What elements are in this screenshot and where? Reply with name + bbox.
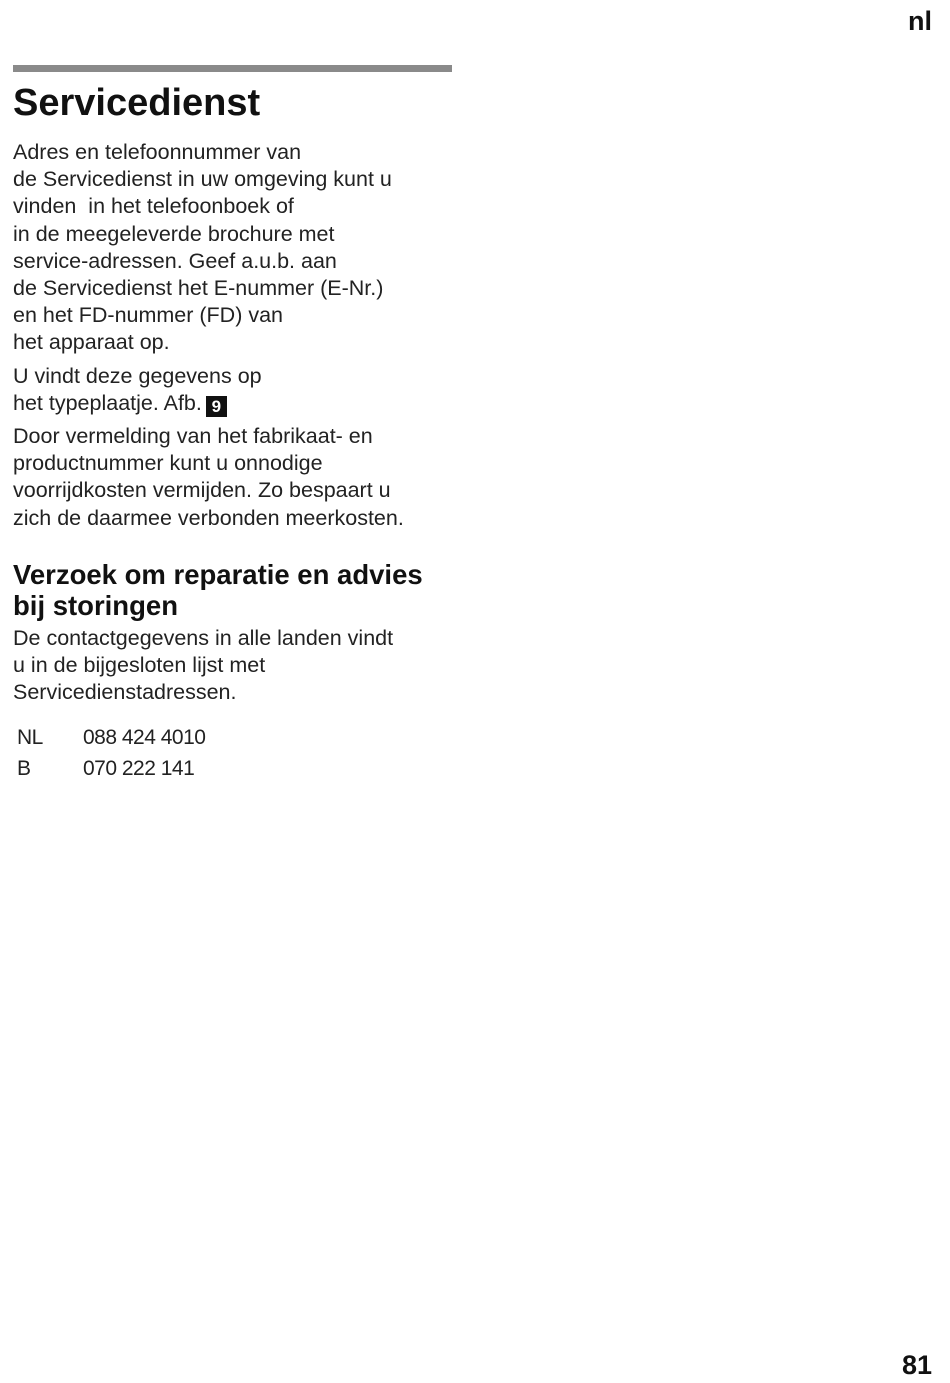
text-line: in de meegeleverde brochure met bbox=[13, 221, 335, 246]
service-address-paragraph bbox=[13, 139, 458, 357]
table-row bbox=[17, 722, 205, 753]
text-line: het apparaat op. bbox=[13, 330, 170, 355]
subsection-title-line: Verzoek om reparatie en advies bbox=[13, 558, 423, 590]
text-line: De contactgegevens in alle landen vindt bbox=[13, 625, 394, 650]
text-line: de Servicedienst in uw omgeving kunt u bbox=[13, 167, 392, 192]
product-number-paragraph bbox=[13, 423, 458, 532]
text-line: service-adressen. Geef a.u.b. aan bbox=[13, 248, 337, 273]
text-line: Door vermelding van het fabrikaat- en bbox=[13, 424, 373, 449]
subsection-title bbox=[13, 559, 458, 621]
text-line: productnummer kunt u onnodige bbox=[13, 451, 323, 476]
subsection-title-line: bij storingen bbox=[13, 589, 178, 621]
phone-number: 088 424 4010 bbox=[83, 726, 206, 750]
text-line: zich de daarmee verbonden meerkosten. bbox=[13, 505, 404, 530]
text-line: Adres en telefoonnummer van bbox=[13, 140, 302, 164]
phone-number-table bbox=[17, 722, 205, 784]
language-tag: nl bbox=[908, 6, 932, 36]
text-line: voorrijdkosten vermijden. Zo bespaart u bbox=[13, 478, 391, 503]
text-line: de Servicedienst het E-nummer (E-Nr.) bbox=[13, 276, 384, 301]
table-row bbox=[17, 753, 205, 784]
text-line: en het FD-nummer (FD) van bbox=[13, 303, 284, 328]
figure-reference-badge: 9 bbox=[206, 396, 227, 417]
country-code: NL bbox=[17, 726, 43, 750]
text-line: u in de bijgesloten lijst met bbox=[13, 653, 266, 678]
text-line: vinden in het telefoonboek of bbox=[13, 194, 294, 219]
type-plate-paragraph bbox=[13, 363, 458, 417]
section-title: Servicedienst bbox=[13, 82, 261, 124]
text-line: het typeplaatje. Afb. bbox=[13, 390, 202, 415]
contact-info-paragraph bbox=[13, 625, 458, 707]
main-content bbox=[13, 80, 458, 784]
section-divider bbox=[13, 65, 452, 72]
country-code: B bbox=[17, 757, 31, 781]
page-number: 81 bbox=[901, 1350, 932, 1380]
phone-number: 070 222 141 bbox=[83, 757, 195, 781]
text-line: U vindt deze gegevens op bbox=[13, 363, 262, 388]
text-line: Servicedienstadressen. bbox=[13, 680, 237, 705]
